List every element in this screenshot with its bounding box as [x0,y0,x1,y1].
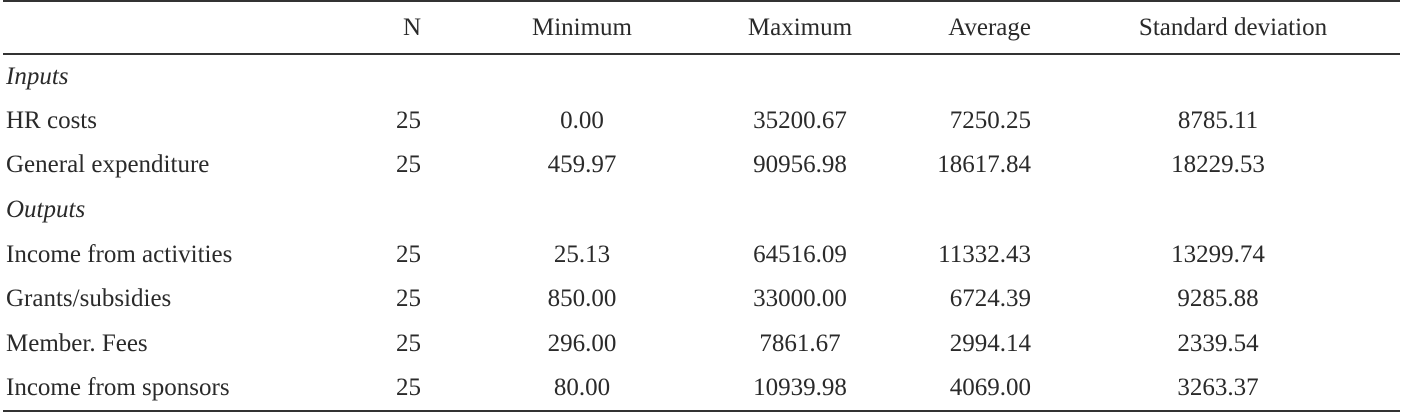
header-minimum: Minimum [531,13,632,41]
table-row [3,99,1400,144]
cell-average: 6724.39 [949,285,1031,313]
header-standard-deviation: Standard deviation [1138,13,1328,41]
descriptive-statistics-table [3,0,1400,412]
section-title-inputs: Inputs [6,62,69,90]
section-row-inputs [3,54,1400,99]
table-row [3,232,1400,277]
cell-minimum: 0.00 [560,106,604,134]
row-label: Income from sponsors [6,373,230,401]
cell-maximum: 35200.67 [753,106,847,134]
row-label: Income from activities [6,240,233,268]
cell-standard-deviation: 2339.54 [1177,329,1259,357]
cell-n: 25 [396,240,421,268]
cell-standard-deviation: 3263.37 [1177,373,1259,401]
cell-standard-deviation: 9285.88 [1177,285,1259,313]
cell-minimum: 459.97 [547,151,617,179]
cell-average: 2994.14 [949,329,1031,357]
section-title-outputs: Outputs [6,196,86,224]
cell-maximum: 33000.00 [753,285,847,313]
cell-standard-deviation: 8785.11 [1177,106,1259,134]
cell-standard-deviation: 13299.74 [1171,240,1265,268]
cell-maximum: 90956.98 [753,151,847,179]
row-label: Member. Fees [6,329,148,357]
cell-minimum: 25.13 [553,240,611,268]
header-label [3,1,386,54]
cell-average: 4069.00 [949,373,1031,401]
header-n: N [402,13,421,41]
table-row [3,322,1400,367]
table-row [3,366,1400,411]
section-row-outputs [3,188,1400,233]
cell-minimum: 850.00 [547,285,617,313]
cell-n: 25 [396,373,421,401]
table-row [3,143,1400,188]
cell-average: 18617.84 [937,151,1031,179]
cell-maximum: 10939.98 [753,373,847,401]
row-label: General expenditure [6,151,210,179]
header-average: Average [948,13,1031,41]
cell-average: 7250.25 [949,106,1031,134]
table-header-row [3,1,1400,54]
cell-n: 25 [396,329,421,357]
table-row [3,277,1400,322]
cell-minimum: 296.00 [547,329,617,357]
cell-standard-deviation: 18229.53 [1171,151,1265,179]
row-label: Grants/subsidies [6,285,172,313]
cell-minimum: 80.00 [553,373,611,401]
cell-n: 25 [396,151,421,179]
row-label: HR costs [6,106,97,134]
cell-maximum: 7861.67 [759,329,841,357]
header-maximum: Maximum [747,13,853,41]
cell-maximum: 64516.09 [753,240,847,268]
cell-n: 25 [396,285,421,313]
cell-average: 11332.43 [938,240,1031,268]
cell-n: 25 [396,106,421,134]
